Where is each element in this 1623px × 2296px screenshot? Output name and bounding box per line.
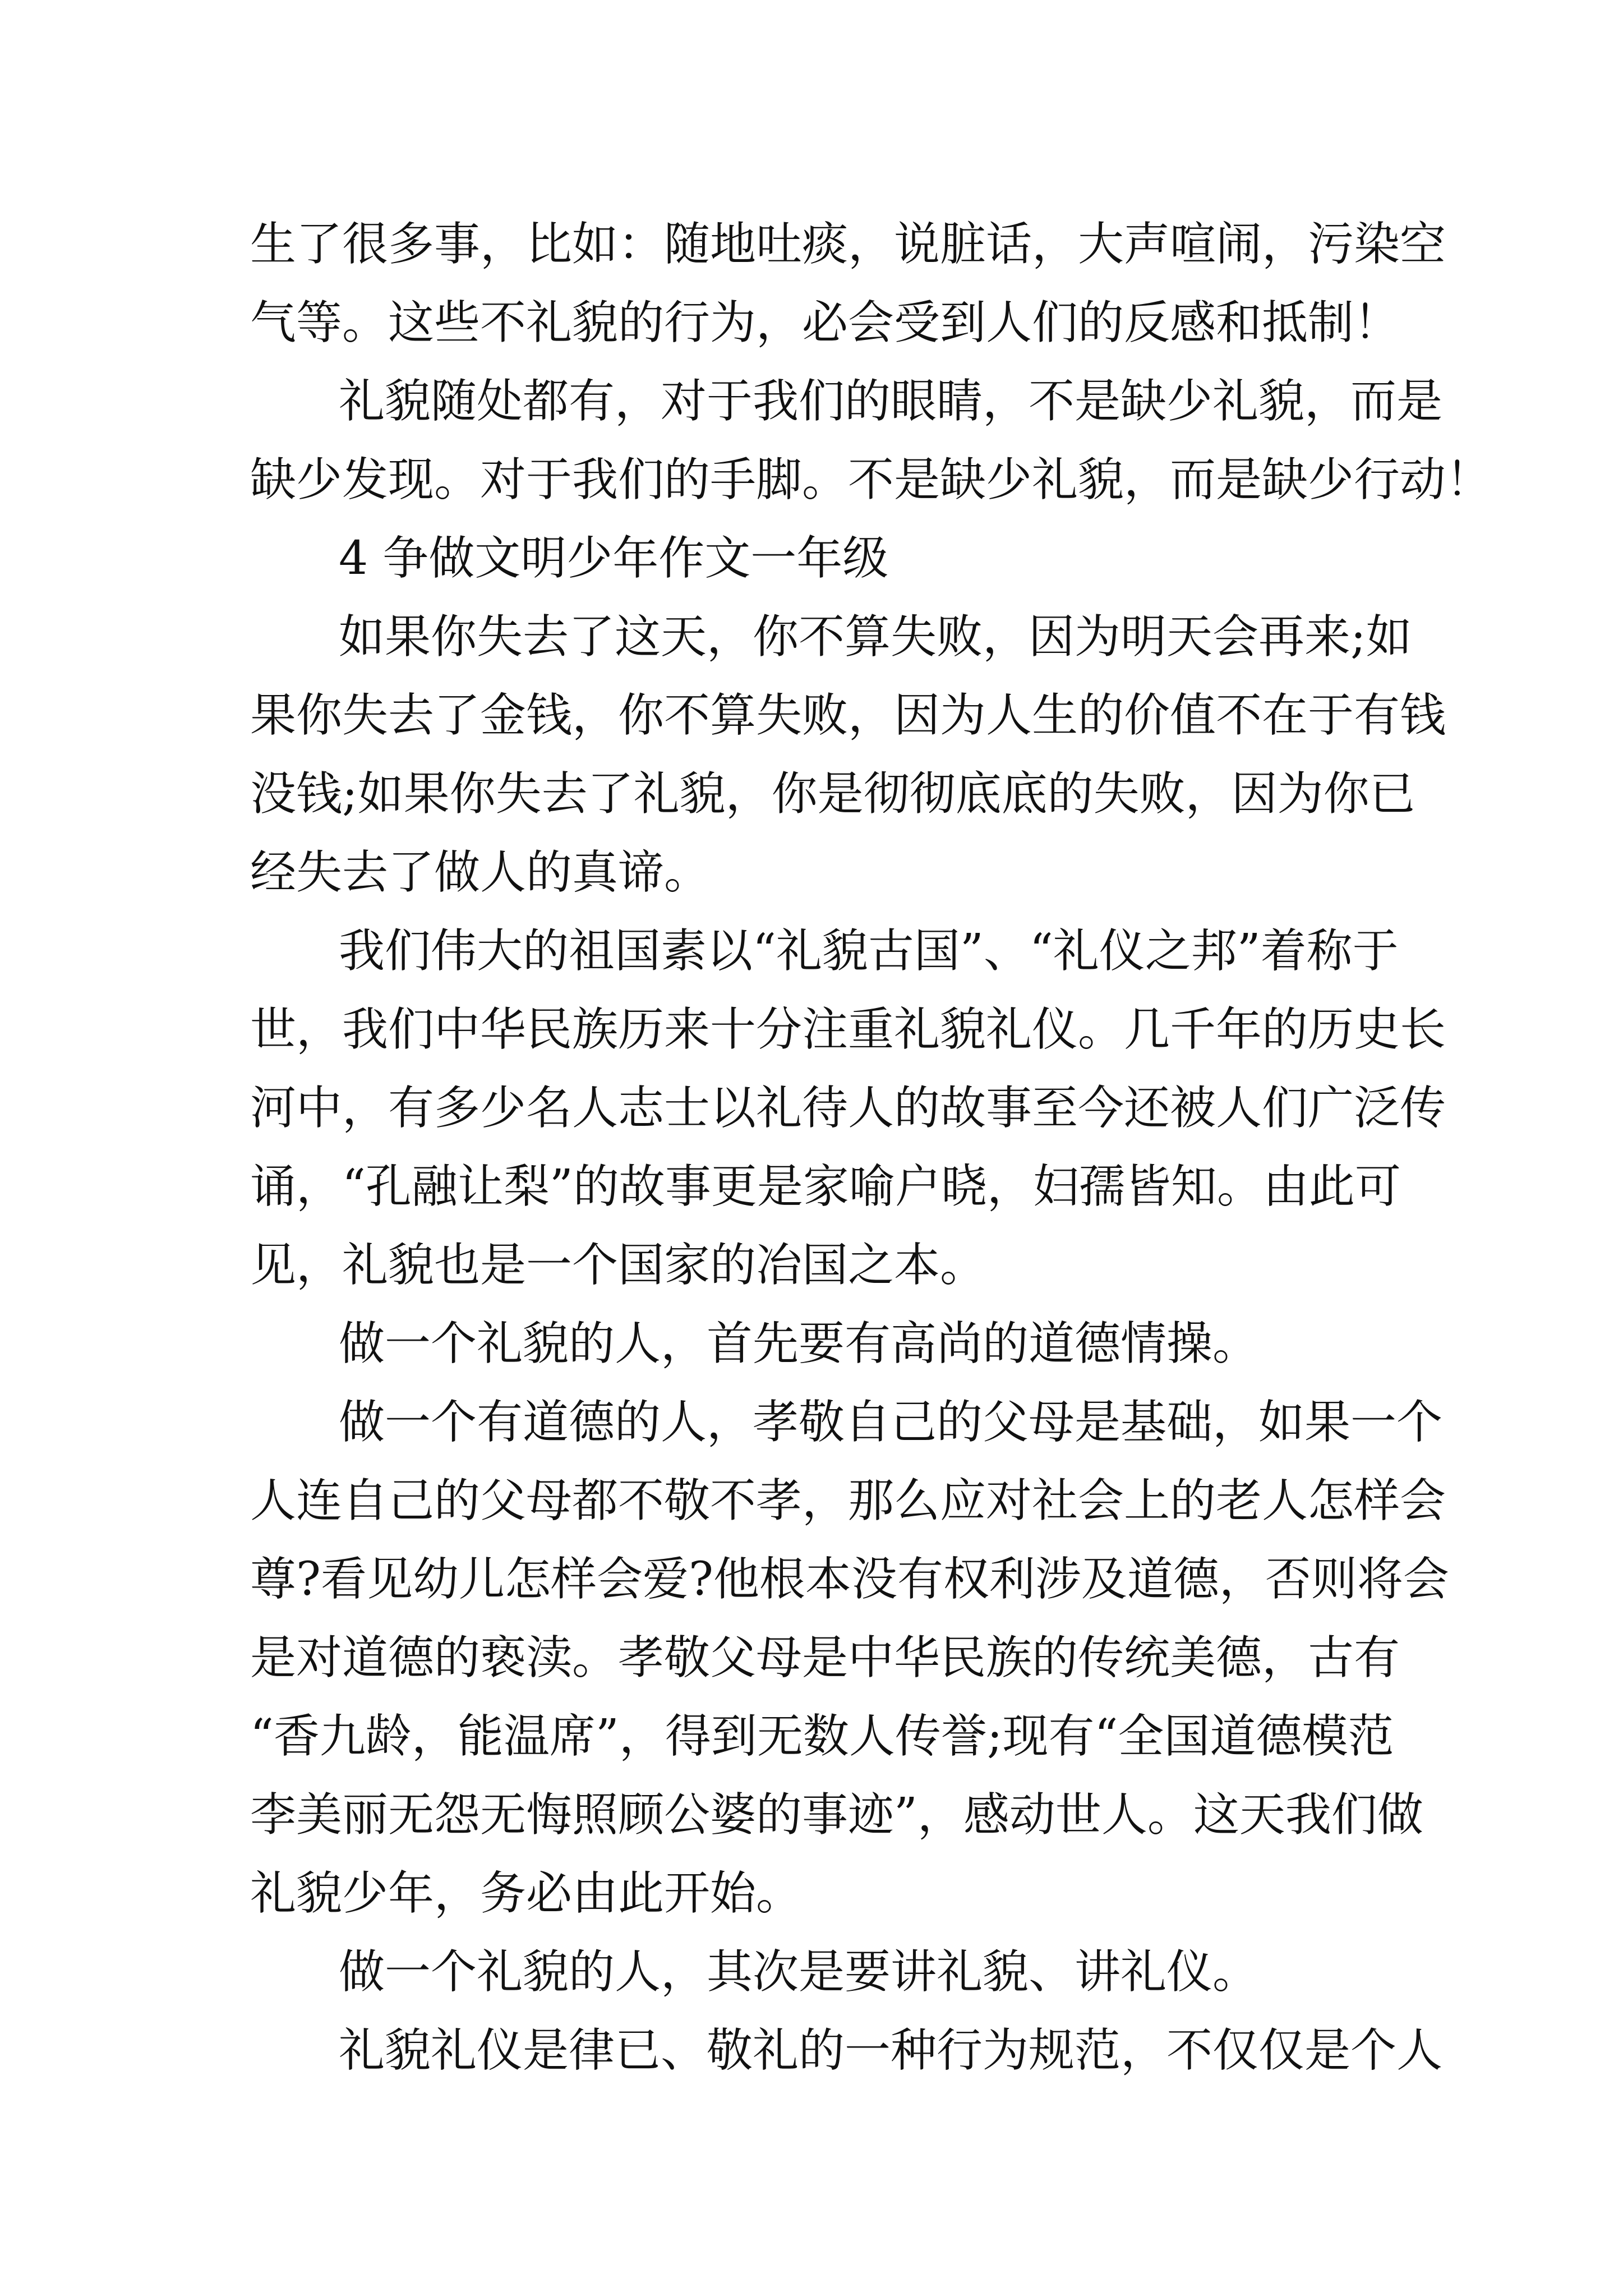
text-line: 是对道德的亵渎。孝敬父母是中华民族的传统美德，古有 (250, 1631, 1400, 1685)
text-line: 气等。这些不礼貌的行为，必会受到人们的反感和抵制！ (250, 296, 1400, 349)
text-line: 礼貌少年，务必由此开始。 (250, 1867, 803, 1920)
text-line: 缺少发现。对于我们的手脚。不是缺少礼貌，而是缺少行动！ (250, 453, 1492, 507)
text-line: 经失去了做人的真谛。 (250, 846, 711, 899)
text-line: 生了很多事，比如：随地吐痰，说脏话，大声喧闹，污染空 (250, 218, 1446, 271)
text-line: 我们伟大的祖国素以“礼貌古国”、“礼仪之邦”着称于 (339, 924, 1399, 978)
text-line: 果你失去了金钱，你不算失败，因为人生的价值不在于有钱 (250, 689, 1446, 742)
text-line: 河中，有多少名人志士以礼待人的故事至今还被人们广泛传 (250, 1082, 1446, 1135)
text-line: 礼貌礼仪是律已、敬礼的一种行为规范，不仅仅是个人 (339, 2024, 1443, 2077)
text-line: 见，礼貌也是一个国家的冶国之本。 (250, 1239, 986, 1292)
text-line: 世，我们中华民族历来十分注重礼貌礼仪。几千年的历史长 (250, 1003, 1446, 1056)
text-line: 尊?看见幼儿怎样会爱?他根本没有权利涉及道德，否则将会 (250, 1553, 1449, 1606)
text-line: 李美丽无怨无悔照顾公婆的事迹”，感动世人。这天我们做 (250, 1788, 1423, 1842)
text-line: 没钱;如果你失去了礼貌，你是彻彻底底的失败，因为你已 (250, 767, 1415, 821)
text-line: 做一个有道德的人，孝敬自己的父母是基础，如果一个 (339, 1396, 1443, 1449)
text-line: 做一个礼貌的人，其次是要讲礼貌、讲礼仪。 (339, 1945, 1259, 1999)
text-line: 诵，“孔融让梨”的故事更是家喻户晓，妇孺皆知。由此可 (250, 1160, 1401, 1213)
text-line: 礼貌随处都有，对于我们的眼睛，不是缺少礼貌，而是 (339, 375, 1443, 428)
text-line: 做一个礼貌的人，首先要有高尚的道德情操。 (339, 1317, 1259, 1370)
text-line: 如果你失去了这天，你不算失败，因为明天会再来;如 (339, 610, 1412, 664)
section-heading: 4 争做文明少年作文一年级 (339, 532, 889, 585)
text-line: “香九龄，能温席”，得到无数人传誉;现有“全国道德模范 (250, 1710, 1394, 1763)
text-line: 人连自己的父母都不敬不孝，那么应对社会上的老人怎样会 (250, 1474, 1446, 1527)
